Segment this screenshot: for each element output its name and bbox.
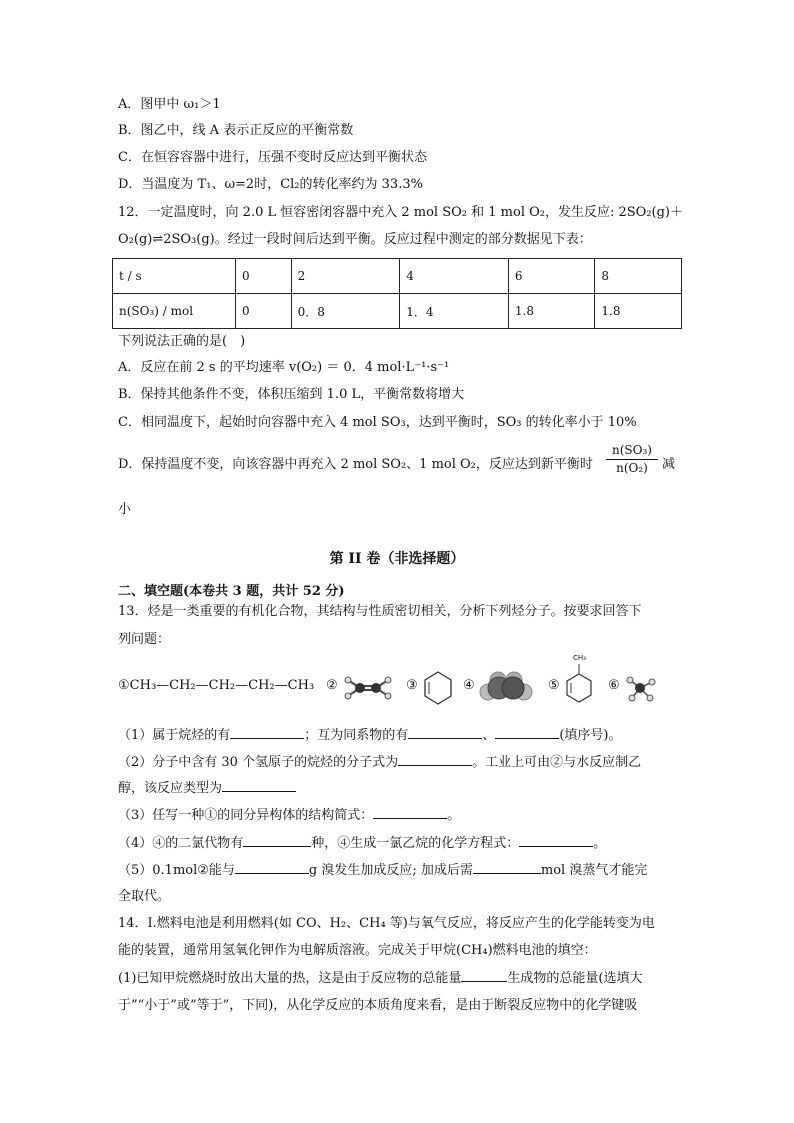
- q12-option-d-tail: 减: [662, 457, 676, 472]
- toluene-ring-icon: [564, 664, 594, 710]
- q12-option-b: B．保持其他条件不变，体积压缩到 1.0 L，平衡常数将增大: [118, 387, 465, 402]
- methane-ball-stick-icon: [626, 674, 656, 702]
- molecule-1-formula: ①CH₃—CH₂—CH₂—CH₂—CH₃: [118, 678, 315, 693]
- part1-text-b: ；互为同系物的有: [304, 728, 409, 743]
- q13-part4: [118, 834, 606, 854]
- table-row: [113, 259, 682, 294]
- q13-part2-line2: [118, 779, 296, 799]
- part2-text-a: （2）分子中含有 30 个氢原子的烷烃的分子式为: [118, 755, 399, 770]
- q12-question: 下列说法正确的是( ): [118, 334, 246, 349]
- table-cell: 0．8: [291, 294, 400, 329]
- part2-text-c: 醇，该反应类型为: [118, 781, 223, 796]
- part2-text-b: 。工业上可由②与水反应制乙: [472, 755, 642, 770]
- q12-option-c: C．相同温度下，起始时向容器中充入 4 mol SO₃，达到平衡时，SO₃ 的转化率小于 10%: [118, 415, 637, 430]
- q11-option-d: D．当温度为 T₁、ω=2时，Cl₂的转化率约为 33.3%: [118, 177, 423, 192]
- answer-blank[interactable]: [235, 861, 309, 874]
- answer-blank[interactable]: [243, 834, 311, 847]
- q14-line3-text-a: (1)已知甲烷燃烧时放出大量的热，这是由于反应物的总能量: [118, 971, 462, 986]
- part5-text-b: g 溴发生加成反应; 加成后需: [308, 863, 473, 878]
- table-cell: 6: [508, 259, 595, 294]
- table-row: [113, 294, 682, 329]
- toluene-methyl-label: CH₃: [573, 654, 586, 662]
- table-cell: t / s: [113, 259, 236, 294]
- part1-text-d: (填序号)。: [559, 728, 622, 743]
- part1-text-a: （1）属于烷烃的有: [118, 728, 231, 743]
- molecule-6-number: ⑥: [608, 678, 620, 693]
- part4-text-c: 。: [593, 836, 607, 851]
- q13-part3: [118, 806, 460, 826]
- q13-part5-line2: 全取代。: [118, 889, 171, 904]
- part3-text-a: （3）任写一种①的同分异构体的结构简式：: [118, 808, 374, 823]
- q14-line1: 14．I.燃料电池是利用燃料(如 CO、H₂、CH₄ 等)与氧气反应，将反应产生的化学能转变为电: [118, 916, 655, 931]
- q14-line3: [118, 969, 643, 989]
- part5-text-c: mol 溴蒸气才能完: [540, 863, 648, 878]
- q13-intro-line1: 13．烃是一类重要的有机化合物，其结构与性质密切相关，分析下列烃分子。按要求回答下: [118, 604, 642, 619]
- table-cell: 1.8: [508, 294, 595, 329]
- ethylene-ball-stick-icon: [344, 674, 392, 702]
- table-cell: 4: [400, 259, 509, 294]
- q14-line4: 于”“小于”或“等于”，下同)，从化学反应的本质角度来看，是由于断裂反应物中的化学键吸: [118, 998, 638, 1013]
- answer-blank[interactable]: [222, 779, 296, 792]
- table-cell: 1.8: [595, 294, 682, 329]
- answer-blank[interactable]: [408, 726, 482, 739]
- q13-intro-line2: 列问题：: [118, 632, 171, 647]
- q12-option-d: D．保持温度不变，向该容器中再充入 2 mol SO₂、1 mol O₂，反应达到新平衡时: [118, 457, 593, 472]
- q13-part2-line1: [118, 753, 641, 773]
- answer-blank[interactable]: [373, 806, 447, 819]
- answer-blank[interactable]: [398, 753, 472, 766]
- q12-data-table: [112, 258, 682, 329]
- fraction-denominator: n(O₂): [616, 461, 648, 475]
- part2-header: 二、填空题(本卷共 3 题，共计 52 分): [118, 584, 345, 599]
- molecule-3-number: ③: [406, 678, 418, 693]
- q13-part1: [118, 726, 621, 746]
- q12-stem-line1: 12．一定温度时，向 2.0 L 恒容密闭容器中充入 2 mol SO₂ 和 1 mol O₂，发生反应: 2SO₂(g)＋: [118, 205, 684, 220]
- part4-text-b: 种，④生成一氯乙烷的化学方程式：: [311, 836, 520, 851]
- part3-text-b: 。: [447, 808, 461, 823]
- answer-blank[interactable]: [495, 726, 559, 739]
- part5-text-a: （5）0.1mol②能与: [118, 863, 235, 878]
- q11-option-b: B．图乙中，线 A 表示正反应的平衡常数: [118, 123, 354, 138]
- benzene-ring-icon: [423, 670, 453, 706]
- part4-text-a: （4）④的二氯代物有: [118, 836, 244, 851]
- table-cell: 0: [236, 294, 292, 329]
- molecule-5-number: ⑤: [548, 678, 560, 693]
- molecule-2-number: ②: [326, 678, 338, 693]
- q13-part5-line1: [118, 861, 647, 881]
- q12-stem-line2: O₂(g)⇌2SO₃(g)。经过一段时间后达到平衡。反应过程中测定的部分数据见下表：: [118, 232, 592, 247]
- answer-blank[interactable]: [473, 861, 541, 874]
- q14-line2: 能的装置，通常用氢氧化钾作为电解质溶液。完成关于甲烷(CH₄)燃料电池的填空：: [118, 943, 597, 958]
- answer-blank[interactable]: [461, 969, 507, 982]
- table-cell: n(SO₃) / mol: [113, 294, 236, 329]
- q12-option-a: A．反应在前 2 s 的平均速率 v(O₂) ＝ 0．4 mol·L⁻¹·s⁻¹: [118, 360, 450, 375]
- q11-option-c: C．在恒容容器中进行，压强不变时反应达到平衡状态: [118, 150, 427, 165]
- section-title: 第 II 卷（非选择题）: [329, 551, 465, 567]
- q11-option-a: A．图甲中 ω₁＞1: [118, 97, 221, 112]
- part1-text-c: 、: [482, 728, 496, 743]
- table-cell: 8: [595, 259, 682, 294]
- molecule-row: [118, 654, 678, 708]
- ethane-space-filling-icon: [478, 670, 534, 704]
- ratio-fraction: [606, 442, 658, 476]
- table-cell: 1．4: [400, 294, 509, 329]
- table-cell: 2: [291, 259, 400, 294]
- answer-blank[interactable]: [519, 834, 593, 847]
- table-cell: 0: [236, 259, 292, 294]
- fraction-numerator: n(SO₃): [606, 442, 658, 460]
- q12-option-d-cont: 小: [118, 502, 132, 517]
- q14-line3-text-b: 生成物的总能量(选填大: [507, 971, 643, 986]
- molecule-4-number: ④: [463, 678, 475, 693]
- answer-blank[interactable]: [230, 726, 304, 739]
